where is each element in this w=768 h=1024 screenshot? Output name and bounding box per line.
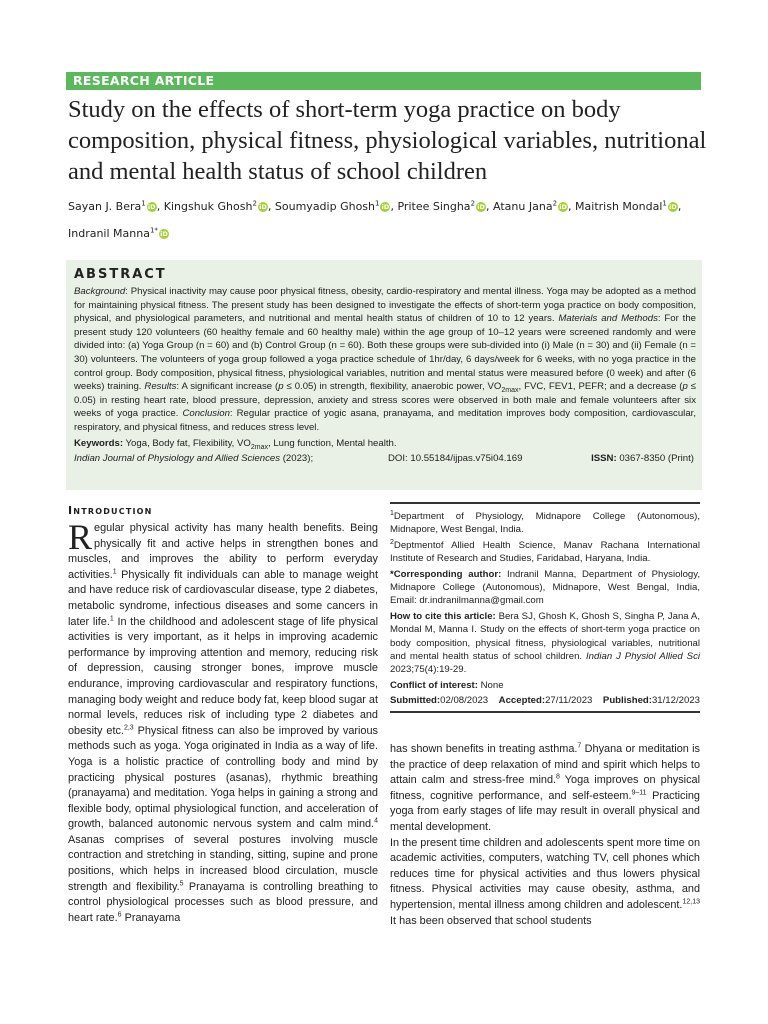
author-list: Sayan J. Bera$^1$ iD, Kingshuk Ghosh$^2$ iD, Soumyadip Ghosh$^1$ iD, Pritee Singha$^2$ iD, Atanu Jana$^2$ iD, Maitrish Mondal$^1$ iD, Indranil Manna$^{1*}$ iD [68, 199, 682, 240]
paragraph: has shown benefits in treating asthma.$^7$ Dhyana or meditation is the practice of deep relaxation of mind and spirit which helps to attain calm and stress-free mind.$^8$ Yoga improves on physical fitness, cognitive performance, and self-esteem.$^{9-11}$ Practicing yoga from early stages of life may result in overall physical and mental development. [390, 742, 701, 833]
author[interactable]: Kingshuk Ghosh$^2$ iD [163, 199, 267, 213]
introduction-heading: Introduction [68, 504, 153, 517]
issn: ISSN: 0367-8350 (Print) [591, 452, 694, 464]
orcid-icon[interactable]: iD [147, 203, 156, 211]
orcid-icon[interactable]: iD [160, 230, 168, 238]
introduction-text-left: Regular physical activity has many health benefits. Being physically fit and active helps in strengthen bones and muscles, and improves the ability to perform everyday activities.$^1$ Physically fit individuals can able to manage weight and have reduce risk of cardiovascular disease, type 2 diabetes, metabolic syndrome, infectious diseases and some cancers in later life.$^1$ In the childhood and adolescent stage of life physical activities is very important, as it helps in improving academic performance by improving attention and memory, reducing risk of depression, causing stronger bones, improve muscle endurance, improving cardiovascular and respiratory functions, managing body weight and reduce body fat, keep blood sugar at normal levels, reduces risk of including type 2 diabetes and obesity etc.$^{2,3}$ Physical fitness can also be improved by various methods such as yoga. Yoga originated in India as a way of life. Yoga is a holistic practice of controlling body and mind by practicing physical postures (asanas), rhythmic breathing (pranayama) and meditation. Yoga helps in gaining a strong and flexible body, optimal physiological function, and acceleration of growth, balanced autonomic nervous system and calm mind.$^4$ Asanas comprises of several postures involving muscle contraction and stretching in standing, sitting, supine and prone positions, which helps in increased blood circulation, muscle strength and flexibility.$^5$ Pranayama is controlling breathing to control physiological processes such as blood pressure, and heart rate.$^6$ Pranayama [68, 517, 378, 924]
author[interactable]: Sayan J. Bera$^1$ iD [68, 199, 156, 213]
author[interactable]: Indranil Manna$^{1*}$ iD [68, 226, 168, 240]
abstract-text: Background: Physical inactivity may cause poor physical fitness, obesity, cardio-respiratory and mental illness. Yoga may be adopted as a method for maintaining physical fitness. The present study has been designed to investigate the effects of short-term yoga practice on body composition, physical, and physiological parameters, and nutritional and mental health status of children of 10 to 12 years. Materials and Methods: For the present study 120 volunteers (60 healthy female and 60 healthy male) within the age group of 10–12 years were screened randomly and were divided into: (a) Yoga Group (n = 60) and (b) Control Group (n = 60). Both these groups were sub-divided into (i) Male (n = 30) and (ii) Female (n = 30) volunteers. The volunteers of yoga group followed a yoga practice schedule of 1hr/day, 6 days/week for 6 weeks, with no yoga practice in the control group. Body composition, physical fitness, physiological variables, nutrition and mental status were measured before (0 week) and after (6 weeks) training. Results: A significant increase (p ≤ 0.05) in strength, flexibility, anaerobic power, $VO_{2max}$, FVC, FEV1, PEFR; and a decrease (p ≤ 0.05) in resting heart rate, blood pressure, depression, anxiety and stress scores were observed in both male and female volunteers after six weeks of yoga practice. Conclusion: Regular practice of yogic asana, pranayama, and meditation improves body composition, cardiovascular, respiratory, and physical fitness, and reduces stress level. [74, 286, 697, 433]
article-info-box [390, 502, 700, 713]
keywords: Keywords: Yoga, Body fat, Flexibility, $VO_{2max}$, Lung function, Mental health. [74, 437, 397, 451]
author[interactable]: Soumyadip Ghosh$^1$ iD [274, 199, 390, 213]
submitted-date: Submitted:02/08/2023 [390, 695, 489, 707]
corresponding-author: *Corresponding author: Indranil Manna, Department of Physiology, Midnapore College (Autonomous), Midnapore, West Bengal, India, Email: dr.indranilmanna@gmail.com [390, 568, 700, 607]
affiliation-2: $^2$Deptmentof Allied Health Science, Manav Rachana International Institute of Research and Studies, Faridabad, Haryana, India. [390, 538, 700, 565]
orcid-icon[interactable]: iD [259, 203, 267, 211]
abstract-heading: ABSTRACT [74, 267, 167, 282]
article-title: Study on the effects of short-term yoga practice on body composition, physical fitness, physiological variables, nutritional and mental health status of school children [68, 96, 707, 185]
introduction-text-right [390, 742, 700, 929]
affiliation-1: $^1$Department of Physiology, Midnapore College (Autonomous), Midnapore, West Bengal, India. [390, 509, 700, 536]
journal-name: Indian Journal of Physiology and Allied Sciences (2023); [74, 452, 314, 464]
orcid-icon[interactable]: iD [381, 203, 390, 211]
article-dates [390, 694, 700, 707]
citation: How to cite this article: Bera SJ, Ghosh K, Ghosh S, Singha P, Jana A, Mondal M, Manna I. Study on the effects of short-term yoga practice on body composition, physical fitness, physiological variables, nutritional and mental health status of school children. Indian J Physiol Allied Sci 2023;75(4):19-29. [390, 610, 701, 676]
doi[interactable]: DOI: 10.55184/ijpas.v75i04.169 [388, 452, 523, 464]
abstract-box [66, 260, 702, 490]
orcid-icon[interactable]: iD [669, 203, 677, 211]
paragraph: In the present time children and adolescents spent more time on academic activities, computers, watching TV, cell phones which reduces time for physical activities and thus lowers physical fitness. Physical activities may cause obesity, asthma, and hypertension, mental illness among children and adolescent.$^{12,13}$ It has been observed that school students [390, 836, 700, 927]
author[interactable]: Pritee Singha$^2$ iD [397, 199, 485, 213]
published-date: Published:31/12/2023 [602, 695, 700, 707]
drop-cap: R [68, 517, 93, 557]
author[interactable]: Maitrish Mondal$^1$ iD [575, 199, 677, 213]
article-type-banner: RESEARCH ARTICLE [66, 72, 701, 90]
orcid-icon[interactable]: iD [559, 203, 567, 211]
conflict-of-interest: Conflict of interest: None [390, 679, 504, 691]
author[interactable]: Atanu Jana$^2$ iD [493, 199, 567, 213]
accepted-date: Accepted:27/11/2023 [498, 695, 593, 707]
orcid-icon[interactable]: iD [477, 203, 485, 211]
journal-info-row [74, 452, 696, 467]
